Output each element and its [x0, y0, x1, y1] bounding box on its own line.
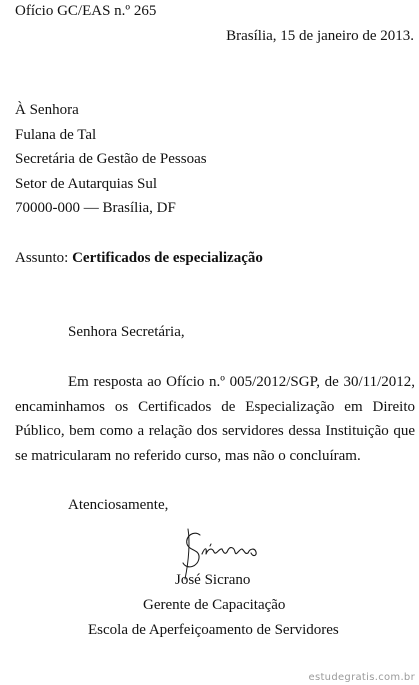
- place-date: Brasília, 15 de janeiro de 2013.: [226, 28, 414, 44]
- recipient-name: Fulana de Tal: [15, 127, 97, 143]
- signer-organization: Escola de Aperfeiçoamento de Servidores: [88, 622, 339, 638]
- subject-line: [15, 249, 263, 267]
- closing: Atenciosamente,: [68, 497, 169, 513]
- watermark: estudegratis.com.br: [308, 672, 415, 683]
- body-paragraph: Em resposta ao Ofício n.º 005/2012/SGP, de 30/11/2012, encaminhamos os Certificados de Especialização em Direito Público, bem como a relação dos servidores dessa Instituição que se matricularam no referido curso, mas não o concluíram.: [15, 374, 415, 464]
- recipient-title: Secretária de Gestão de Pessoas: [15, 151, 207, 167]
- office-number: Ofício GC/EAS n.º 265: [15, 3, 157, 19]
- signer-name: José Sicrano: [175, 572, 251, 588]
- subject-text: Certificados de especialização: [72, 250, 263, 266]
- salutation: Senhora Secretária,: [68, 324, 185, 340]
- subject-label: Assunto:: [15, 250, 69, 266]
- recipient-address: Setor de Autarquias Sul: [15, 176, 158, 192]
- recipient-line: À Senhora: [15, 102, 79, 118]
- recipient-postal: 70000-000 — Brasília, DF: [15, 200, 176, 216]
- signer-role: Gerente de Capacitação: [143, 597, 286, 613]
